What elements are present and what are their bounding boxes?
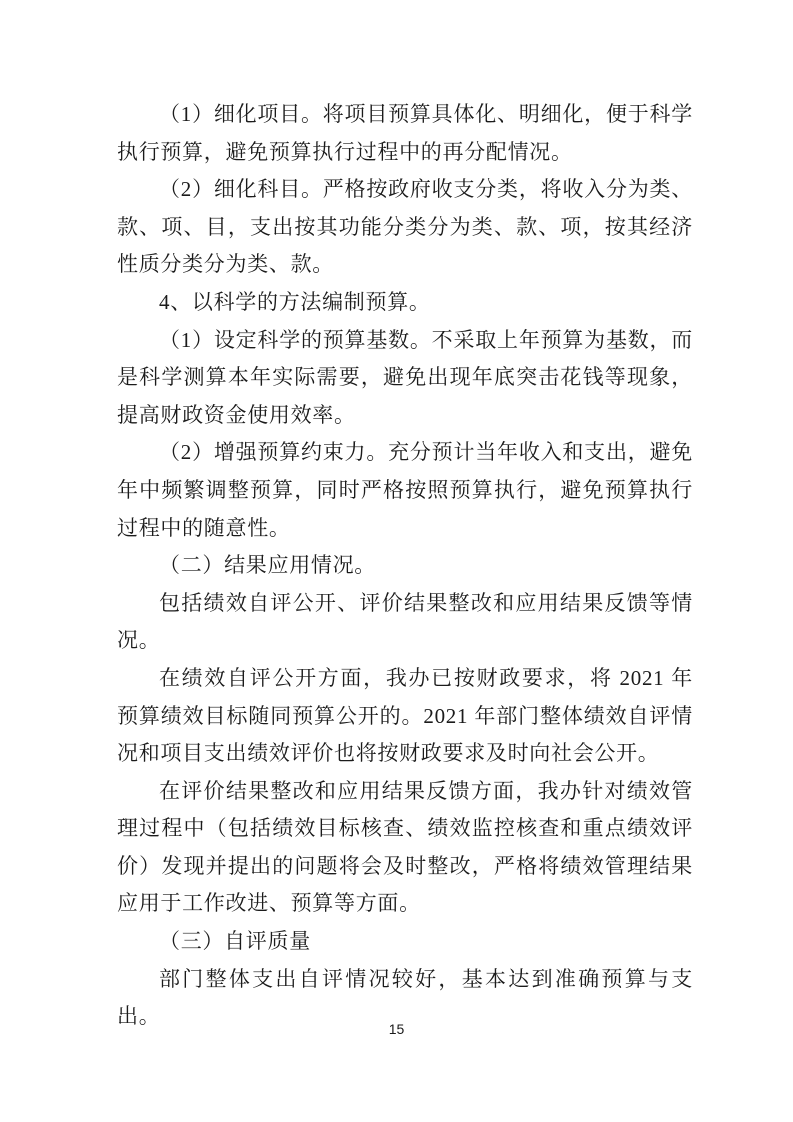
paragraph: 在绩效自评公开方面，我办已按财政要求，将 2021 年预算绩效目标随同预算公开的。2021 年部门整体绩效自评情况和项目支出绩效评价也将按财政要求及时向社会公开。 bbox=[117, 665, 693, 766]
paragraph: （1）细化项目。将项目预算具体化、明细化，便于科学执行预算，避免预算执行过程中的再分配情况。 bbox=[117, 102, 693, 164]
paragraph: 4、以科学的方法编制预算。 bbox=[159, 289, 431, 314]
page-number: 15 bbox=[388, 1021, 405, 1037]
paragraph: 包括绩效自评公开、评价结果整改和应用结果反馈等情况。 bbox=[117, 590, 693, 653]
paragraph: 部门整体支出自评情况较好，基本达到准确预算与支出。 bbox=[117, 966, 693, 1029]
paragraph: （1）设定科学的预算基数。不采取上年预算为基数，而是科学测算本年实际需要，避免出现年底突击花钱等现象，提高财政资金使用效率。 bbox=[117, 327, 693, 427]
paragraph: 在评价结果整改和应用结果反馈方面，我办针对绩效管理过程中（包括绩效目标核查、绩效监控核查和重点绩效评价）发现并提出的问题将会及时整改，严格将绩效管理结果应用于工作改进、预算等方面。 bbox=[117, 778, 693, 916]
document-body bbox=[117, 96, 693, 1036]
section-heading: （二）结果应用情况。 bbox=[159, 553, 376, 578]
paragraph: （2）增强预算约束力。充分预计当年收入和支出，避免年中频繁调整预算，同时严格按照预算执行，避免预算执行过程中的随意性。 bbox=[117, 440, 693, 540]
section-heading: （三）自评质量 bbox=[159, 929, 311, 954]
paragraph: （2）细化科目。严格按政府收支分类，将收入分为类、款、项、目，支出按其功能分类分为类、款、项，按其经济性质分类分为类、款。 bbox=[117, 177, 693, 277]
